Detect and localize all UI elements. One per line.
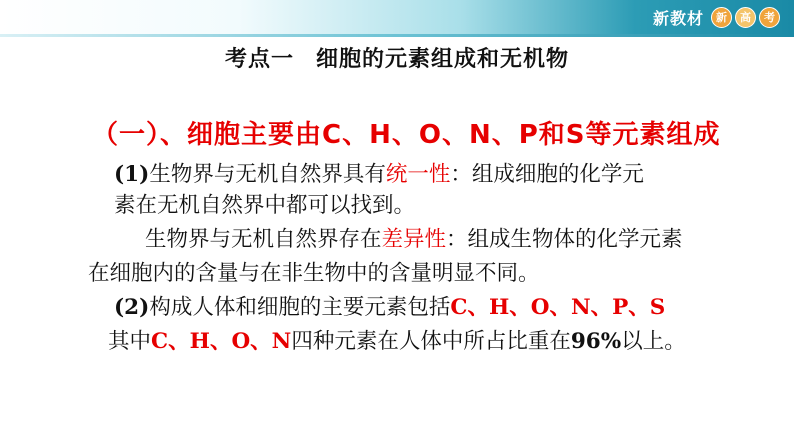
keyword-four-elements: C、H、O、N [151,329,292,354]
brand-badge-xin: 新 [711,7,732,28]
keyword-difference: 差异性 [381,227,447,252]
item-number-2: (2) [114,295,150,320]
percentage-value: 96% [570,329,622,354]
paragraph-2-line-2 [88,256,540,287]
text-segment: ：组成生物体的化学元素 [446,227,683,252]
text-segment: 其中 [108,329,152,354]
keyword-main-elements: C、H、O、N、P、S [450,295,666,320]
text-segment: 生物界与无机自然界存在 [145,227,382,252]
title-part1: 考点一 [224,47,294,72]
paragraph-3-line-2 [108,324,686,355]
brand-logo [653,6,780,28]
paragraph-3-line-1 [114,290,665,321]
paragraph-1-line-1 [114,157,644,188]
text-segment: 构成人体和细胞的主要元素包括 [149,295,451,320]
header-divider [0,34,794,37]
keyword-unity: 统一性 [385,162,451,187]
section-heading: （一）、细胞主要由C、H、O、N、P和S等元素组成 [92,120,721,150]
text-segment: 生物界与无机自然界具有 [149,162,386,187]
text-segment: ：组成细胞的化学元 [450,162,644,187]
text-segment: 四种元素在人体中所占比重在 [291,329,571,354]
brand-badge-gao: 高 [735,7,756,28]
page-title [0,42,794,73]
title-part2: 细胞的元素组成和无机物 [316,47,570,72]
paragraph-2-line-1 [145,222,683,253]
text-segment: 在细胞内的含量与在非生物中的含量明显不同。 [88,261,540,286]
brand-badge-kao: 考 [759,7,780,28]
item-number-1: (1) [114,162,150,187]
text-segment: 素在无机自然界中都可以找到。 [114,193,416,218]
text-segment: 以上。 [621,329,686,354]
paragraph-1-line-2 [114,188,415,219]
brand-text: 新教材 [652,8,704,28]
